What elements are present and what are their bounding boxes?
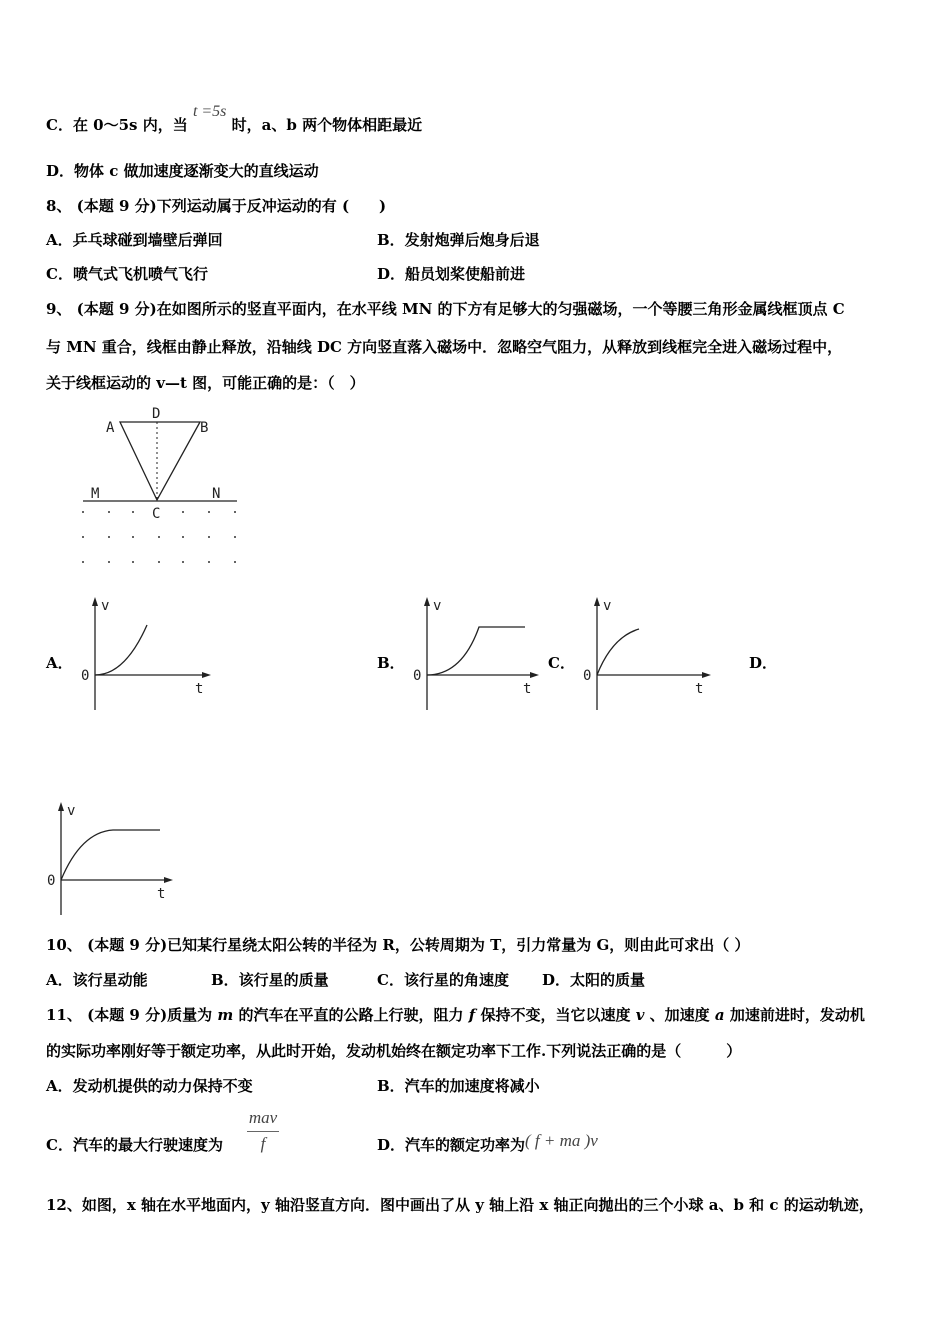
q12-stem-line1: 12、如图，x 轴在水平地面内，y 轴沿竖直方向．图中画出了从 y 轴上沿 x 轴正向抛出的三个小球 a、b 和 c 的运动轨迹， xyxy=(46,1196,874,1214)
t-arrow xyxy=(202,672,211,678)
q9-graph-a xyxy=(75,595,215,715)
q9-stem-line2: 与 MN 重合，线框由静止释放，沿轴线 DC 方向竖直落入磁场中．忽略空气阻力，从释放到线框完全进入磁场过程中， xyxy=(46,338,843,356)
q9-graph-c xyxy=(577,595,717,715)
axis-o: 0 xyxy=(47,873,56,889)
q8-option-d: D．船员划桨使船前进 xyxy=(377,265,526,283)
fraction-numerator: mav xyxy=(248,1108,278,1127)
q9-stem-line1: 9、 (本题 9 分)在如图所示的竖直平面内，在水平线 MN 的下方有足够大的匀强磁场，一个等腰三角形金属线框顶点 C xyxy=(46,300,845,318)
q8-option-b: B．发射炮弹后炮身后退 xyxy=(377,231,540,249)
axis-o: 0 xyxy=(413,668,422,684)
fraction-denominator: f xyxy=(260,1134,266,1153)
q11-d-text: D．汽车的额定功率为 xyxy=(377,1136,526,1154)
label-b: B xyxy=(200,420,209,436)
axis-o: 0 xyxy=(81,668,90,684)
t-arrow xyxy=(164,877,173,883)
curve xyxy=(95,625,147,675)
label-m: M xyxy=(91,486,100,502)
curve xyxy=(61,830,160,880)
axis-t: t xyxy=(195,681,204,697)
q7-c-suffix: 时，a、b 两个物体相距最近 xyxy=(231,116,423,134)
label-a: A xyxy=(106,420,115,436)
q9-graph-d xyxy=(41,800,181,920)
q11-stem-line2: 的实际功率刚好等于额定功率，从此时开始，发动机始终在额定功率下工作.下列说法正确的是（ ） xyxy=(46,1042,742,1060)
q9-stem-line3: 关于线框运动的 v—t 图，可能正确的是：（ ） xyxy=(46,374,365,392)
label-c: C xyxy=(152,506,161,522)
axis-v: v xyxy=(101,598,110,614)
q11-var-f: f xyxy=(468,1006,476,1024)
q11-option-d xyxy=(377,1131,598,1155)
q7-option-c xyxy=(46,103,423,136)
triangle-frame xyxy=(120,422,200,500)
axis-t: t xyxy=(157,886,166,902)
v-arrow xyxy=(424,597,430,606)
q11-var-v: v xyxy=(635,1006,645,1024)
q11-text-c: 保持不变，当它以速度 xyxy=(480,1006,631,1024)
q9-option-c-label: C． xyxy=(548,654,575,672)
q9-option-d-label: D． xyxy=(749,654,778,672)
q11-text-d: 、加速度 xyxy=(649,1006,710,1024)
t-arrow xyxy=(530,672,539,678)
axis-v: v xyxy=(603,598,612,614)
q11-text-e: 加速前进时，发动机 xyxy=(729,1006,865,1024)
q9-option-a-label: A． xyxy=(46,654,73,672)
q10-option-b: B．该行星的质量 xyxy=(211,971,329,989)
q9-graph-b xyxy=(407,595,547,715)
q9-option-b-label: B． xyxy=(377,654,405,672)
fraction-bar xyxy=(247,1131,279,1132)
q7-option-d: D．物体 c 做加速度逐渐变大的直线运动 xyxy=(46,162,319,180)
q10-option-d: D．太阳的质量 xyxy=(542,971,646,989)
v-arrow xyxy=(58,802,64,811)
q7-c-math: t =5s xyxy=(192,103,227,120)
q8-option-a: A．乒乓球碰到墙壁后弹回 xyxy=(46,231,223,249)
axis-t: t xyxy=(523,681,532,697)
q11-text-b: 的汽车在平直的公路上行驶，阻力 xyxy=(238,1006,464,1024)
v-arrow xyxy=(92,597,98,606)
q11-d-math: ( f + ma )v xyxy=(525,1131,598,1150)
curve xyxy=(427,627,525,675)
axis-v: v xyxy=(67,803,76,819)
q9-triangle-figure xyxy=(75,400,255,570)
q10-stem: 10、 (本题 9 分)已知某行星绕太阳公转的半径为 R，公转周期为 T，引力常量为 G，则由此可求出（ ） xyxy=(46,936,750,954)
q11-var-m: m xyxy=(217,1006,234,1024)
q11-option-a: A．发动机提供的动力保持不变 xyxy=(46,1077,253,1095)
q7-c-prefix: C．在 0～5s 内，当 xyxy=(46,116,188,134)
q11-var-a: a xyxy=(714,1006,725,1024)
q11-stem-line1 xyxy=(46,1005,865,1025)
axis-v: v xyxy=(433,598,442,614)
q11-c-fraction xyxy=(244,1108,282,1158)
q10-option-c: C．该行星的角速度 xyxy=(377,971,509,989)
q11-text-a: 11、 (本题 9 分)质量为 xyxy=(46,1006,213,1024)
q11-option-b: B．汽车的加速度将减小 xyxy=(377,1077,540,1095)
q8-stem: 8、 (本题 9 分)下列运动属于反冲运动的有 ( ) xyxy=(46,197,387,215)
q11-option-c: C．汽车的最大行驶速度为 xyxy=(46,1136,223,1154)
v-arrow xyxy=(594,597,600,606)
label-n: N xyxy=(212,486,221,502)
t-arrow xyxy=(702,672,711,678)
curve xyxy=(597,629,639,675)
label-d: D xyxy=(152,406,161,422)
q8-option-c: C．喷气式飞机喷气飞行 xyxy=(46,265,208,283)
q10-option-a: A．该行星动能 xyxy=(46,971,148,989)
axis-o: 0 xyxy=(583,668,592,684)
axis-t: t xyxy=(695,681,704,697)
